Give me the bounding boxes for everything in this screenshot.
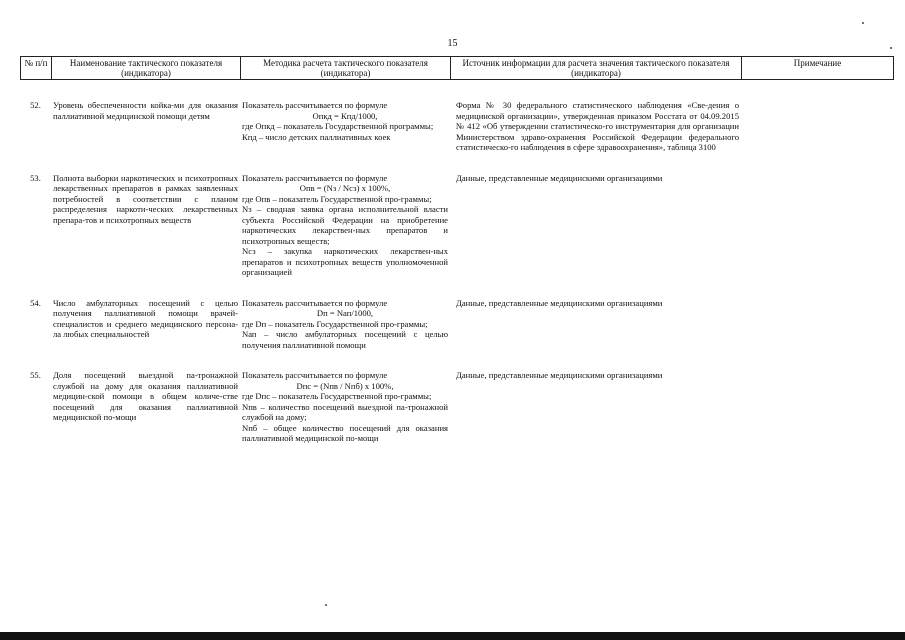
indicator-method	[240, 173, 450, 298]
scan-speck	[862, 22, 864, 24]
row-number: 55.	[30, 370, 41, 380]
indicator-method	[240, 298, 450, 371]
row-number: 54.	[30, 297, 41, 308]
formula: Dп = Nап/1000,	[316, 308, 374, 318]
row-number: 53.	[30, 172, 41, 183]
indicator-source: Форма № 30 федерального статистического наблюдения «Све-дения о медицинской организации», утвержденная приказом Росстата от 04.09.2015 № 412 «Об утверждении статистическо-го инструментария для организации Министерством здраво-охранения Российской Федерации федерального статистическо-го наблюдения в сфере здравоохранения», таблица 3100	[456, 100, 739, 152]
method-line: Кпд – число детских паллиативных коек	[242, 131, 391, 142]
method-line: Nз – сводная заявка органа исполнительной власти субъекта Российской Федерации на приобретение наркотических лекарствен-ных препаратов и психотропных веществ;	[242, 204, 448, 246]
table-header	[20, 56, 894, 80]
table-row	[20, 370, 893, 464]
header-name: Наименование тактического показателя (индикатора)	[52, 57, 241, 80]
header-note: Примечание	[742, 57, 894, 80]
indicator-source: Данные, представленные медицинскими организациями	[456, 297, 663, 308]
table-row	[20, 100, 893, 173]
method-line: Показатель рассчитывается по формуле	[242, 297, 388, 308]
formula: Dпс = (Nпв / Nпб) х 100%,	[296, 380, 394, 391]
header-num: № п/п	[21, 57, 52, 80]
scan-speck	[325, 604, 327, 606]
indicator-method	[240, 100, 450, 173]
method-line: Показатель рассчитывается по формуле	[242, 370, 388, 380]
method-line: Показатель рассчитывается по формуле	[242, 100, 388, 110]
method-line: Nап – число амбулаторных посещений с целью получения паллиативной помощи	[242, 329, 448, 350]
method-line: Nпв – количество посещений выездной па-тронажной службой на дому;	[242, 401, 448, 422]
scan-speck	[890, 47, 892, 49]
indicator-method	[240, 370, 450, 464]
indicator-source: Данные, представленные медицинскими организациями	[456, 172, 663, 183]
indicator-name: Доля посещений выездной па-тронажной службой на дому для оказания паллиативной медицин-ской помощи в общем количе-стве посещений для оказания паллиативной медицинской по-мощи	[53, 370, 238, 422]
indicator-note	[741, 370, 893, 464]
header-source: Источник информации для расчета значения тактического показателя (индикатора)	[451, 57, 742, 80]
row-number: 52.	[30, 100, 41, 110]
scan-edge	[0, 632, 905, 640]
method-line: где Опкд – показатель Государственной программы;	[242, 121, 434, 131]
indicator-source: Данные, представленные медицинскими организациями	[456, 370, 663, 380]
indicators-table	[20, 100, 893, 464]
method-line: где Dпс – показатель Государственной про-граммы;	[242, 391, 432, 401]
indicator-name: Число амбулаторных посещений с целью получения паллиативной помощи врачей-специалистов и среднего медицинского персона-ла любых специальностей	[53, 297, 238, 339]
page-number: 15	[447, 38, 458, 49]
method-line: где Dп – показатель Государственной про-граммы;	[242, 318, 428, 329]
formula: Опкд = Кпд/1000,	[312, 110, 378, 121]
method-line: Nсз – закупка наркотических лекарствен-ных препаратов и психотропных веществ уполномоченной организацией	[242, 246, 448, 277]
indicator-note	[741, 298, 893, 371]
table-row	[20, 298, 893, 371]
indicator-note	[741, 173, 893, 298]
table-row	[20, 173, 893, 298]
header-method: Методика расчета тактического показателя (индикатора)	[241, 57, 451, 80]
indicator-note	[741, 100, 893, 173]
method-line: Nпб – общее количество посещений для оказания паллиативной медицинской по-мощи	[242, 422, 448, 443]
method-line: Показатель рассчитывается по формуле	[242, 172, 388, 183]
formula: Опв = (Nз / Nсз) х 100%,	[299, 183, 391, 193]
indicator-name: Полнота выборки наркотических и психотропных лекарственных препаратов в рамках заявленных потребностей в соответствии с планом распределения наркоти-ческих лекарственных препара-тов и психотропных веществ	[53, 172, 238, 225]
method-line: где Опв – показатель Государственной про-граммы;	[242, 193, 432, 204]
indicator-name: Уровень обеспеченности койка-ми для оказания паллиативной медицинской помощи детям	[53, 100, 238, 121]
